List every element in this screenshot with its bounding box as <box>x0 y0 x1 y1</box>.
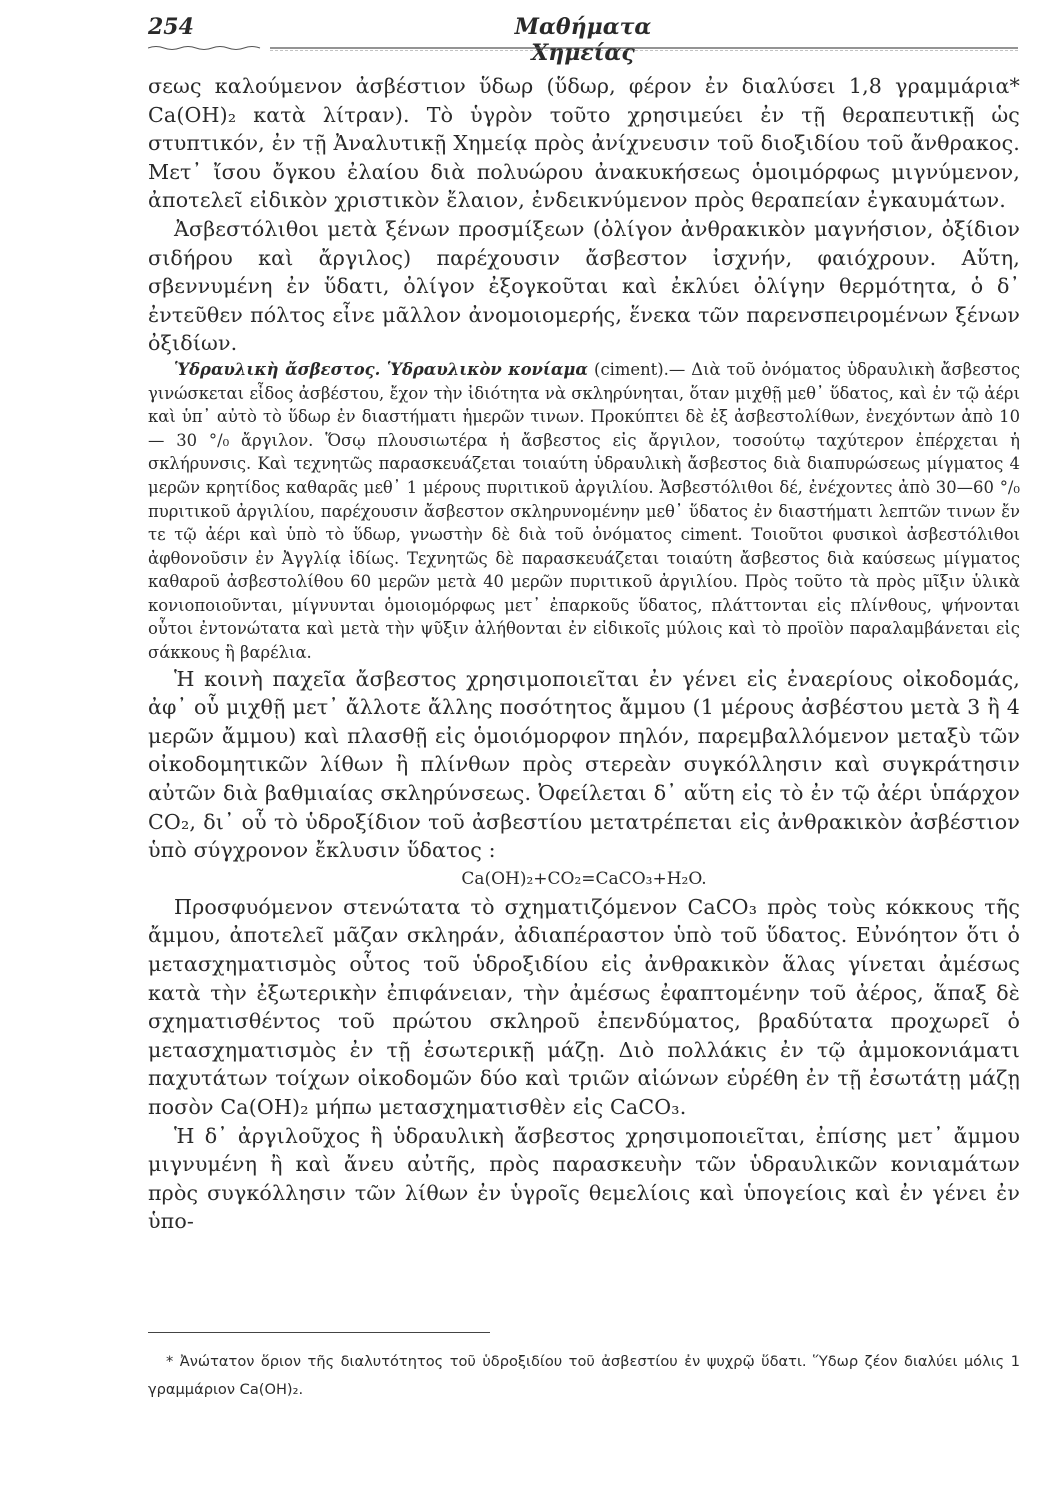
paragraph-text: Προσφυόμενον στενώτατα τὸ σχηματιζόμενον CaCO₃ πρὸς τοὺς κόκκους τῆς ἄμμου, ἀποτελεῖ μᾶζαν σκληράν, ἀδιαπέραστον ὑπὸ τοῦ ὕδατος. Εὐνόητον ὅτι ὁ μετασχηματισμὸς οὗτος τοῦ ὑδροξιδίου εἰς ἀνθρακικὸν ἅλας γίνεται ἀμέσως κατὰ τὴν ἐξωτερικὴν ἐπιφάνειαν, τὴν ἀμέσως ἐφαπτομένην τοῦ ἀέρος, ἅπαξ δὲ σχηματισθέντος τοῦ πρώτου σκληροῦ ἐπενδύματος, βραδύτατα προχωρεῖ ὁ μετασχηματισμὸς ἐν τῇ ἐσωτερικῇ μάζῃ. Διὸ πολλάκις ἐν τῷ ἀμμοκονιάματι παχυτάτων τοίχων οἰκοδομῶν δύο καὶ τριῶν αἰώνων εὑρέθη ἐν τῇ ἐσωτάτῃ μάζῃ ποσὸν Ca(OH)₂ μήπω μετασχηματισθὲν εἰς CaCO₃. <box>148 894 1020 1119</box>
section-paragraph-hydraulic-lime <box>148 358 1020 665</box>
page-number: 254 <box>148 14 194 40</box>
body-paragraph <box>148 72 1020 215</box>
paragraph-text: Ἡ δ᾽ ἀργιλοῦχος ἢ ὑδραυλικὴ ἄσβεστος χρησιμοποιεῖται, ἐπίσης μετ᾽ ἄμμου μιγνυμένη ἢ καὶ ἄνευ αὐτῆς, πρὸς παρασκευὴν τῶν ὑδραυλικῶν κονιαμάτων πρὸς συγκόλλησιν τῶν λίθων ἐν ὑγροῖς θεμελίοις καὶ ὑπογείοις καὶ ἐν γένει ἐν ὑπο- <box>148 1123 1020 1234</box>
body-paragraph <box>148 665 1020 865</box>
body-paragraph <box>148 893 1020 1122</box>
footnote-rule <box>148 1332 490 1333</box>
body-paragraph <box>148 215 1020 358</box>
page-body <box>148 72 1020 1236</box>
paragraph-text: σεως καλούμενον ἀσβέστιον ὕδωρ (ὕδωρ, φέρον ἐν διαλύσει 1,8 γραμμάρια* Ca(OH)₂ κατὰ λίτραν). Τὸ ὑγρὸν τοῦτο χρησιμεύει ἐν τῇ θεραπευτικῇ ὡς στυπτικόν, ἐν τῇ Ἀναλυτικῇ Χημείᾳ πρὸς ἀνίχνευσιν τοῦ διοξιδίου τοῦ ἄνθρακος. Μετ᾽ ἴσου ὄγκου ἐλαίου διὰ πολυώρου ἀνακυκήσεως ὁμοιμόρφως μιγνύμενον, ἀποτελεῖ εἰδικὸν χριστικὸν ἔλαιον, ἐνδεικνύμενον πρὸς θεραπείαν ἐγκαυμάτων. <box>148 74 1020 213</box>
footnote: * Ἀνώτατον ὅριον τῆς διαλυτότητος τοῦ ὑδροξιδίου τοῦ ἀσβεστίου ἐν ψυχρῷ ὕδατι. Ὕδωρ ζέον διαλύει μόλις 1 γραμμάριον Ca(OH)₂. <box>148 1353 1020 1398</box>
running-title: Μαθήματα Χημείας <box>514 14 652 66</box>
header-rule <box>148 46 1018 52</box>
page-header <box>148 14 1018 66</box>
paragraph-text: Ἡ κοινὴ παχεῖα ἄσβεστος χρησιμοποιεῖται ἐν γένει εἰς ἐναερίους οἰκοδομάς, ἀφ᾽ οὗ μιχθῇ μετ᾽ ἄλλοτε ἄλλης ποσότητος ἄμμου (1 μέρους ἀσβέστου μετὰ 3 ἢ 4 μερῶν ἄμμου) καὶ πλασθῇ εἰς ὁμοιόμορφον πηλόν, παρεμβαλλόμενον μεταξὺ τῶν οἰκοδομητικῶν λίθων ἢ πλίνθων πρὸς στερεὰν συγκόλλησιν καὶ συγκράτησιν αὐτῶν διὰ βαθμιαίας σκληρύνσεως. Ὀφείλεται δ᾽ αὕτη εἰς τὸ ἐν τῷ ἀέρι ὑπάρχον CO₂, δι᾽ οὗ τὸ ὑδροξίδιον τοῦ ἀσβεστίου μετατρέπεται εἰς ἀνθρακικὸν ἀσβέστιον ὑπὸ σύγχρονον ἔκλυσιν ὕδατος : <box>148 666 1020 863</box>
paragraph-text: Ἀσβεστόλιθοι μετὰ ξένων προσμίξεων (ὀλίγον ἀνθρακικὸν μαγνήσιον, ὀξίδιον σιδήρου καὶ ἄργιλος) παρέχουσιν ἄσβεστον ἰσχνήν, φαιόχρουν. Αὕτη, σβεννυμένη ἐν ὕδατι, ὀλίγον ἐξογκοῦται καὶ ἐκλύει ὀλίγην θερμότητα, ὁ δ᾽ ἐντεῦθεν πόλτος εἶνε μᾶλλον ἀνομοιομερής, ἕνεκα τῶν παρενσπειρομένων ξένων ὀξιδίων. <box>148 216 1020 356</box>
paragraph-text: (ciment).— Διὰ τοῦ ὀνόματος ὑδραυλικὴ ἄσβεστος γινώσκεται εἶδος ἀσβέστου, ἔχον τὴν ἰδιότητα νὰ σκληρύνηται, ὅταν μιχθῇ μεθ᾽ ὕδατος, καὶ ἐν τῷ ἀέρι καὶ ὑπ᾽ αὐτὸ τὸ ὕδωρ ἐν διαστήματι ἡμερῶν τινων. Προκύπτει δὲ ἐξ ἀσβεστολίθων, ἐνεχόντων ἀπὸ 10 — 30 °/₀ ἄργιλον. Ὅσῳ πλουσιωτέρα ἡ ἄσβεστος εἰς ἄργιλον, τοσούτῳ ταχύτερον ἐπέρχεται ἡ σκλήρυνσις. Καὶ τεχνητῶς παρασκευάζεται τοιαύτη ὑδραυλικὴ ἄσβεστος διὰ διαπυρώσεως μίγματος 4 μερῶν κρητίδος καθαρᾶς μεθ᾽ 1 μέρους πυριτικοῦ ἀργιλίου. Ἀσβεστόλιθοι δέ, ἐνέχοντες ἀπὸ 30—60 °/₀ πυριτικοῦ ἀργιλίου, παρέχουσιν ἄσβεστον σκληρυνομένην μεθ᾽ ὕδατος ἐν διαστήματι λεπτῶν τινων ἔν τε τῷ ἀέρι καὶ ὑπὸ τὸ ὕδωρ, γνωστὴν δὲ διὰ τοῦ ὀνόματος ciment. Τοιοῦτοι φυσικοὶ ἀσβεστόλιθοι ἀφθονοῦσιν ἐν Ἀγγλίᾳ ἰδίως. Τεχνητῶς δὲ παρασκευάζεται τοιαύτη ἄσβεστος διὰ καύσεως μίγματος καθαροῦ ἀσβεστολίθου 60 μερῶν μετὰ 40 μερῶν πυριτικοῦ ἀργιλίου. Πρὸς τοῦτο τὰ πρὸς μῖξιν ὑλικὰ κονιοποιοῦνται, μίγνυνται ὁμοιομόρφως μετ᾽ ἐπαρκοῦς ὕδατος, πλάττονται εἰς πλίνθους, ψήνονται οὗτοι ἐντονώτατα καὶ μετὰ τὴν ψῦξιν ἀλήθονται ἐν εἰδικοῖς μύλοις καὶ τὸ προϊὸν παραλαμβάνεται εἰς σάκκους ἢ βαρέλια. <box>148 359 1020 663</box>
chemical-equation: Ca(OH)₂+CO₂=CaCO₃+H₂O. <box>461 868 707 889</box>
body-paragraph <box>148 1122 1020 1236</box>
section-heading: Ὑδραυλικὴ ἄσβεστος. Ὑδραυλικὸν κονίαμα <box>174 359 589 379</box>
